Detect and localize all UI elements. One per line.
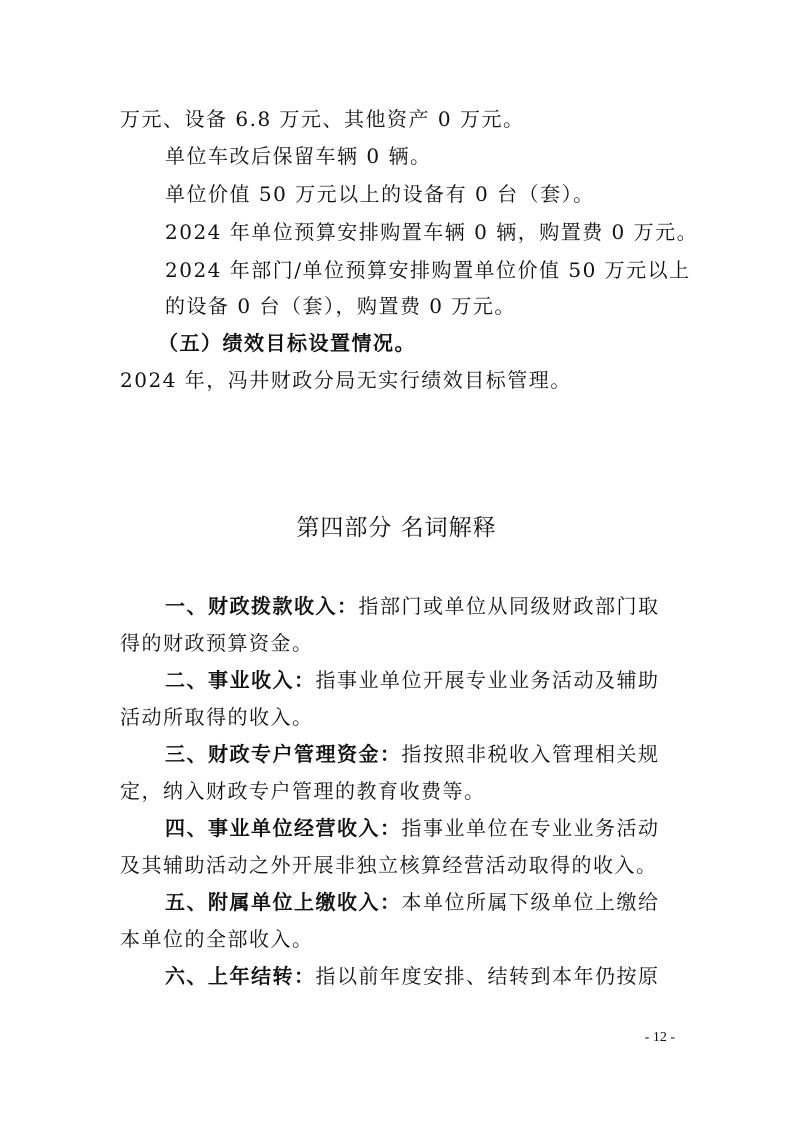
term-6 — [165, 962, 660, 990]
term-3-def-cont: 定，纳入财政专户管理的教育收费等。 — [120, 779, 486, 803]
term-4-def: 指事业单位在专业业务活动 — [401, 816, 660, 840]
term-5 — [165, 888, 660, 916]
assets-line-4: 2024 年单位预算安排购置车辆 0 辆，购置费 0 万元。 — [165, 220, 699, 244]
term-2-def-cont: 活动所取得的收入。 — [120, 705, 314, 729]
term-6-label: 六、上年结转： — [165, 964, 316, 988]
performance-heading: （五）绩效目标设置情况。 — [158, 331, 416, 355]
term-3-def: 指按照非税收入管理相关规 — [401, 742, 660, 766]
term-2-label: 二、事业收入： — [165, 668, 316, 692]
term-1-label: 一、财政拨款收入： — [165, 594, 359, 618]
term-1-def-cont: 得的财政预算资金。 — [120, 631, 314, 655]
term-3-label: 三、财政专户管理资金： — [165, 742, 402, 766]
term-4-def-cont: 及其辅助活动之外开展非独立核算经营活动取得的收入。 — [120, 853, 658, 877]
assets-line-6: 的设备 0 台（套），购置费 0 万元。 — [165, 294, 516, 318]
term-4 — [165, 814, 660, 842]
term-2 — [165, 666, 660, 694]
term-1 — [165, 592, 660, 620]
assets-line-1: 万元、设备 6.8 万元、其他资产 0 万元。 — [120, 107, 525, 131]
page-number: - 12 - — [644, 1030, 675, 1045]
performance-text: 2024 年，冯井财政分局无实行绩效目标管理。 — [120, 368, 572, 392]
assets-line-5: 2024 年部门/单位预算安排购置单位价值 50 万元以上 — [165, 258, 691, 282]
term-2-def: 指事业单位开展专业业务活动及辅助 — [315, 668, 660, 692]
term-3 — [165, 740, 660, 768]
term-5-label: 五、附属单位上缴收入： — [165, 890, 402, 914]
term-5-def-cont: 本单位的全部收入。 — [120, 927, 314, 951]
assets-line-2: 单位车改后保留车辆 0 辆。 — [165, 144, 432, 168]
term-1-def: 指部门或单位从同级财政部门取 — [358, 594, 660, 618]
term-4-label: 四、事业单位经营收入： — [165, 816, 402, 840]
part4-title: 第四部分 名词解释 — [296, 515, 497, 541]
term-5-def: 本单位所属下级单位上缴给 — [401, 890, 660, 914]
term-6-def: 指以前年度安排、结转到本年仍按原 — [315, 964, 660, 988]
assets-line-3: 单位价值 50 万元以上的设备有 0 台（套）。 — [165, 182, 595, 206]
